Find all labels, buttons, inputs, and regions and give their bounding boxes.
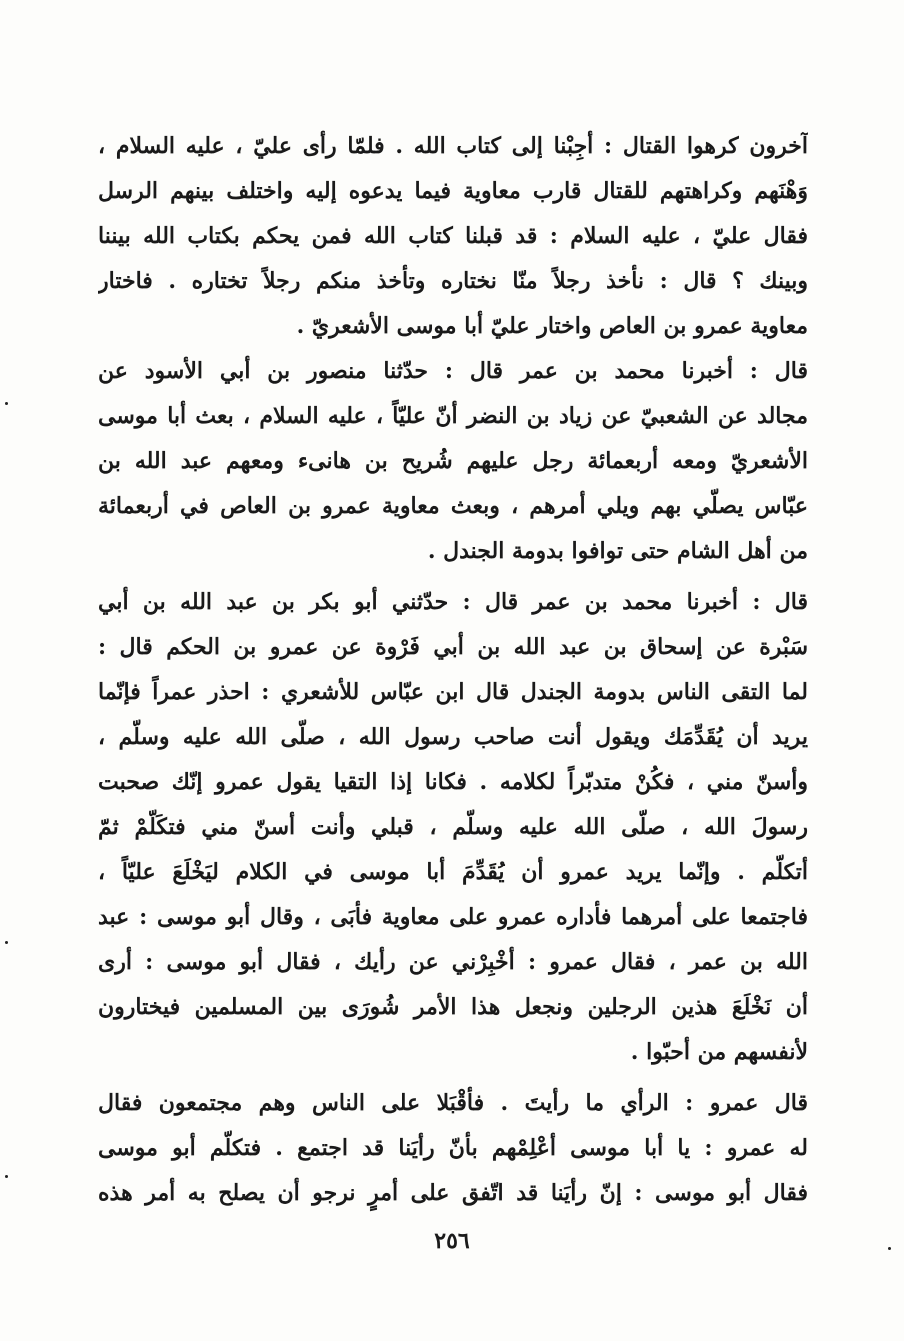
text-line: آخرون كرهوا القتال : أجِبْنا إلى كتاب الله . فلمّا رأى عليّ ، عليه السلام ، — [98, 133, 808, 159]
text-line: معاوية عمرو بن العاص واختار عليّ أبا موسى الأشعريّ . — [296, 313, 808, 339]
text-line: سَبْرة عن إسحاق بن عبد الله بن أبي فَرْوة عن عمرو بن الحكم قال : — [98, 634, 808, 660]
text-line: فقال عليّ ، عليه السلام : قد قبلنا كتاب الله فمن يحكم بكتاب الله بيننا — [98, 223, 808, 249]
text-line: الأشعريّ ومعه أربعمائة رجل عليهم شُريح بن هانىء ومعهم عبد الله بن — [98, 448, 808, 474]
text-line: قال عمرو : الرأي ما رأيتَ . فأقْبَلا على الناس وهم مجتمعون فقال — [98, 1090, 808, 1116]
text-line: أن نَخْلَعَ هذين الرجلين ونجعل هذا الأمر شُورَى بين المسلمين فيختارون — [98, 994, 808, 1020]
text-line: وَهْنَهم وكراهتهم للقتال قارب معاوية فيما يدعوه إليه واختلف بينهم الرسل — [98, 178, 808, 204]
text-line: يريد أن يُقَدِّمَك ويقول أنت صاحب رسول الله ، صلّى الله عليه وسلّم ، — [98, 724, 808, 750]
scan-speck — [888, 1247, 891, 1250]
text-line: فقال أبو موسى : إنّ رأيَنا قد اتّفق على أمرٍ نرجو أن يصلح به أمر هذه — [98, 1180, 808, 1206]
text-line: الله بن عمر ، فقال عمرو : أخْبِرْني عن رأيك ، فقال أبو موسى : أرى — [98, 949, 808, 975]
text-line: لما التقى الناس بدومة الجندل قال ابن عبّاس للأشعري : احذر عمراً فإنّما — [98, 679, 808, 705]
paragraph-4 — [98, 1081, 808, 1216]
text-line: قال : أخبرنا محمد بن عمر قال : حدّثني أبو بكر بن عبد الله بن أبي — [98, 589, 808, 615]
body-text — [98, 124, 808, 1216]
text-line: عبّاس يصلّي بهم ويلي أمرهم ، وبعث معاوية عمرو بن العاص في أربعمائة — [98, 493, 808, 519]
text-line: أتكلّم . وإنّما يريد عمرو أن يُقَدِّمَ أبا موسى في الكلام ليَخْلَعَ عليّاً ، — [98, 859, 808, 885]
text-line: وبينك ؟ قال : نأخذ رجلاً منّا نختاره وتأخذ منكم رجلاً تختاره . فاختار — [98, 268, 808, 294]
text-line: قال : أخبرنا محمد بن عمر قال : حدّثنا منصور بن أبي الأسود عن — [98, 358, 808, 384]
scan-speck — [5, 941, 8, 944]
paragraph-3 — [98, 580, 808, 1075]
paragraph-2 — [98, 349, 808, 574]
text-line: لأنفسهم من أحبّوا . — [630, 1039, 808, 1065]
scan-speck — [5, 1175, 8, 1178]
page-number: ٢٥٦ — [434, 1228, 470, 1254]
text-line: وأسنّ مني ، فكُنْ متدبّراً لكلامه . فكانا إذا التقيا يقول عمرو إنّك صحبت — [98, 769, 808, 795]
text-line: فاجتمعا على أمرهما فأداره عمرو على معاوية فأبَى ، وقال أبو موسى : عبد — [98, 904, 808, 930]
text-line: مجالد عن الشعبيّ عن زياد بن النضر أنّ عليّاً ، عليه السلام ، بعث أبا موسى — [98, 403, 808, 429]
text-line: من أهل الشام حتى توافوا بدومة الجندل . — [427, 538, 808, 564]
text-line: له عمرو : يا أبا موسى أعْلِمْهم بأنّ رأيَنا قد اجتمع . فتكلّم أبو موسى — [98, 1135, 808, 1161]
paragraph-1 — [98, 124, 808, 349]
text-line: رسولَ الله ، صلّى الله عليه وسلّم ، قبلي وأنت أسنّ مني فتكَلّمْ ثمّ — [98, 814, 808, 840]
scan-speck — [5, 402, 8, 405]
